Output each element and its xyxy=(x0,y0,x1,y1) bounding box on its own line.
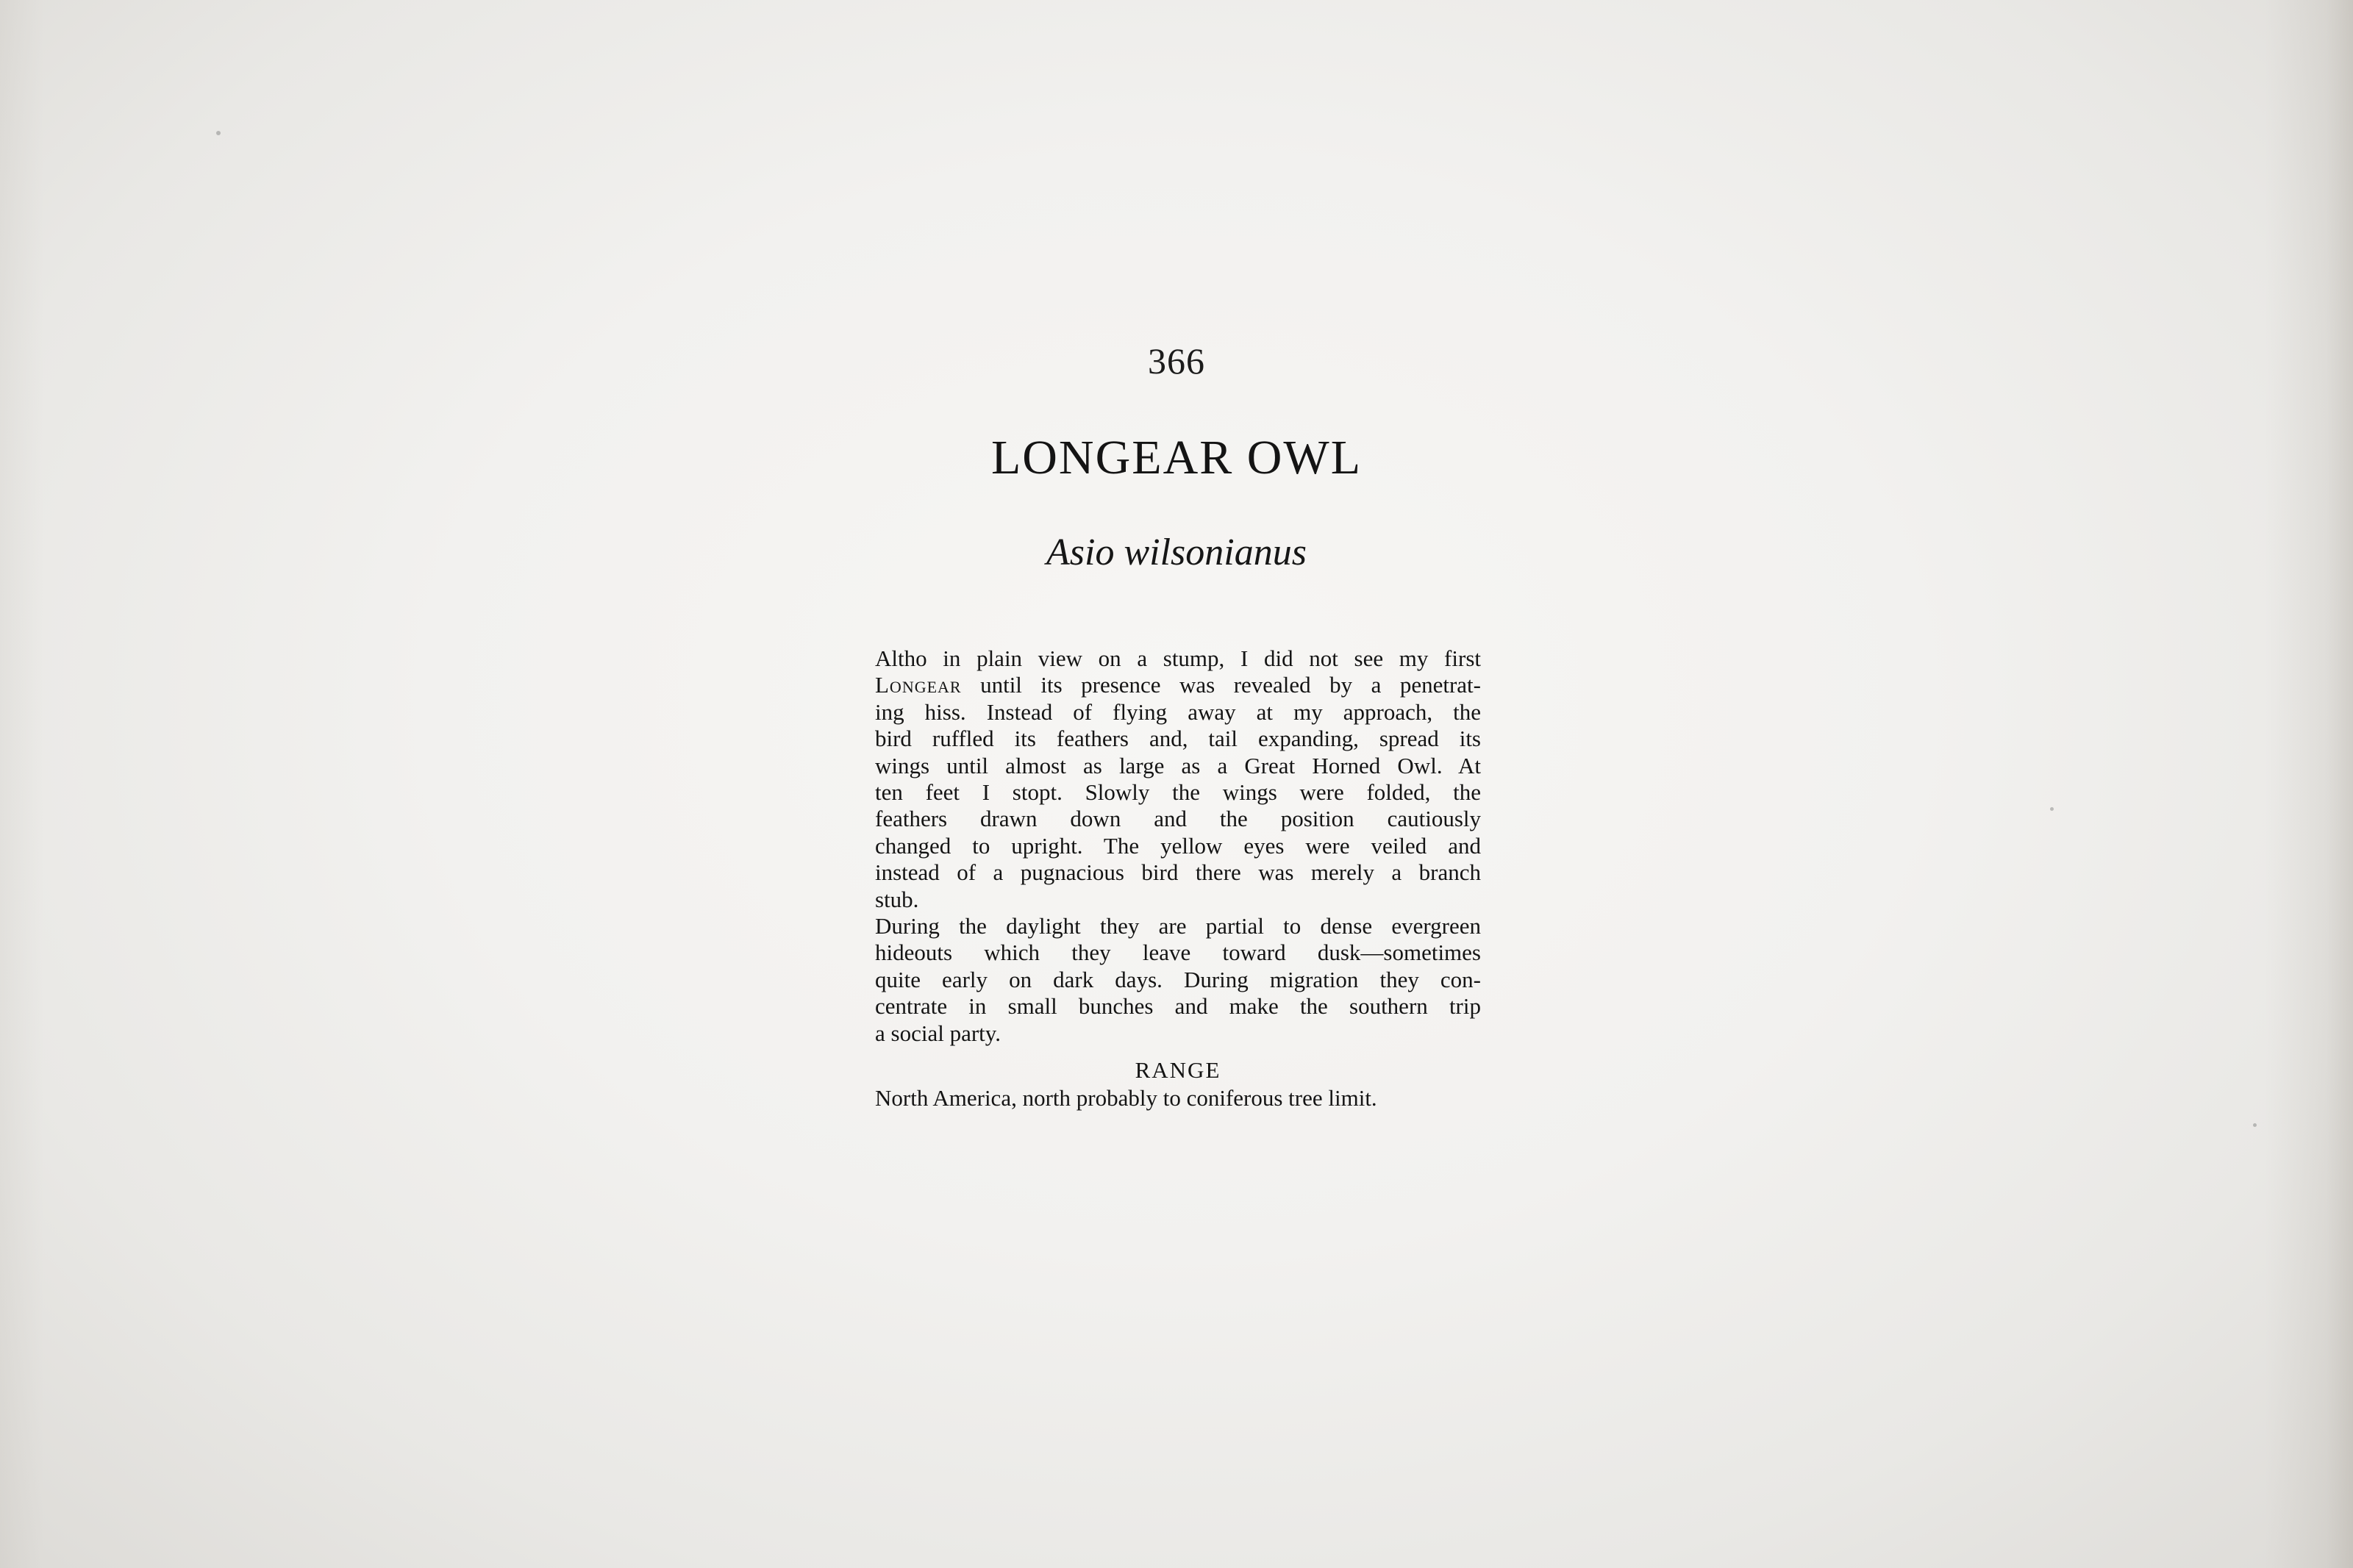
text-line: ten feet I stopt. Slowly the wings were folded, the xyxy=(875,779,1481,806)
text-line-rest: until its presence was revealed by a penetrat- xyxy=(961,672,1481,698)
text-line: stub. xyxy=(875,886,919,912)
text-line: a social party. xyxy=(875,1020,1001,1046)
text-line: hideouts which they leave toward dusk—sometimes xyxy=(875,939,1481,966)
paragraph-2 xyxy=(875,913,1481,1047)
paper-speck xyxy=(2253,1123,2257,1127)
species-name-smallcaps: Longear xyxy=(875,672,962,698)
range-text: North America, north probably to coniferous tree limit. xyxy=(875,1085,1377,1111)
page-edge-shadow-right xyxy=(2265,0,2353,1568)
page-number: 366 xyxy=(1148,340,1205,382)
paragraph-1 xyxy=(875,645,1481,913)
text-line xyxy=(875,672,1481,698)
text-line: ing hiss. Instead of flying away at my approach, the xyxy=(875,698,1481,725)
text-line: changed to upright. The yellow eyes were veiled and xyxy=(875,832,1481,859)
range-heading: RANGE xyxy=(1135,1057,1221,1084)
page-title: LONGEAR OWL xyxy=(990,431,1363,484)
scientific-name: Asio wilsonianus xyxy=(1046,531,1307,573)
body-text xyxy=(875,645,1481,1112)
paper-speck xyxy=(216,131,221,135)
page-edge-shadow-left xyxy=(0,0,44,1568)
text-line: centrate in small bunches and make the southern trip xyxy=(875,993,1481,1020)
text-line: Altho in plain view on a stump, I did not see my first xyxy=(875,645,1481,671)
text-line: feathers drawn down and the position cautiously xyxy=(875,806,1481,832)
text-line: instead of a pugnacious bird there was merely a branch xyxy=(875,859,1481,886)
text-line: wings until almost as large as a Great Horned Owl. At xyxy=(875,752,1481,778)
text-line: During the daylight they are partial to dense evergreen xyxy=(875,913,1481,939)
paper-speck xyxy=(2050,807,2054,811)
text-line: bird ruffled its feathers and, tail expanding, spread its xyxy=(875,726,1481,752)
text-line: quite early on dark days. During migration they con- xyxy=(875,966,1481,992)
